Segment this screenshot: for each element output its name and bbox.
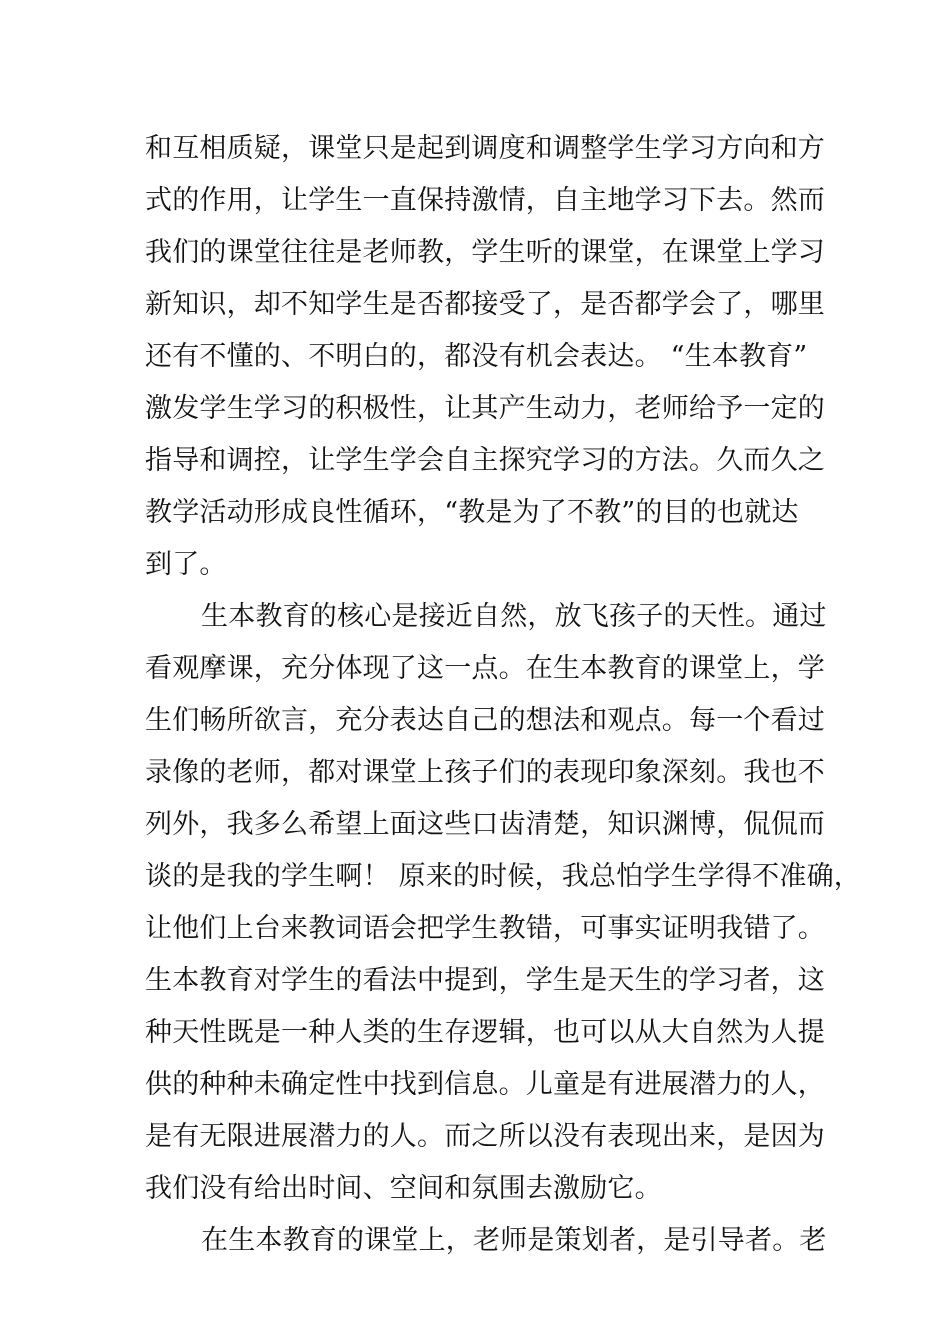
text-line: 激发学生学习的积极性，让其产生动力，老师给予一定的 [145, 393, 825, 424]
text-line: 种天性既是一种人类的生存逻辑，也可以从大自然为人提 [145, 1017, 825, 1048]
text-line: 是有无限进展潜力的人。而之所以没有表现出来，是因为 [145, 1121, 825, 1152]
text-line: 到了。 [145, 549, 227, 580]
text-line: 供的种种未确定性中找到信息。儿童是有进展潜力的人， [145, 1069, 825, 1100]
text-line: 还有不懂的、不明白的，都没有机会表达。 “生本教育” [145, 341, 808, 372]
text-line: 我们的课堂往往是老师教，学生听的课堂，在课堂上学习 [145, 237, 825, 268]
paragraph-first-line: 在生本教育的课堂上，老师是策划者，是引导者。老 [201, 1225, 827, 1256]
text-line: 生们畅所欲言，充分表达自己的想法和观点。每一个看过 [145, 705, 825, 736]
text-line: 和互相质疑，课堂只是起到调度和调整学生学习方向和方 [145, 133, 825, 164]
text-line: 看观摩课，充分体现了这一点。在生本教育的课堂上，学 [145, 653, 825, 684]
paragraph-first-line: 生本教育的核心是接近自然，放飞孩子的天性。通过 [201, 601, 827, 632]
text-line: 新知识，却不知学生是否都接受了，是否都学会了，哪里 [145, 289, 825, 320]
text-line: 录像的老师，都对课堂上孩子们的表现印象深刻。我也不 [145, 757, 825, 788]
text-line: 列外，我多么希望上面这些口齿清楚，知识渊博，侃侃而 [145, 809, 825, 840]
text-line: 我们没有给出时间、空间和氛围去激励它。 [145, 1173, 662, 1204]
text-line: 让他们上台来教词语会把学生教错，可事实证明我错了。 [145, 913, 825, 944]
text-line: 指导和调控，让学生学会自主探究学习的方法。久而久之 [145, 445, 825, 476]
text-line: 教学活动形成良性循环，“教是为了不教”的目的也就达 [145, 497, 799, 528]
text-line: 谈的是我的学生啊！ 原来的时候，我总怕学生学得不准确， [145, 861, 861, 892]
text-line: 式的作用，让学生一直保持激情，自主地学习下去。然而 [145, 185, 825, 216]
text-line: 生本教育对学生的看法中提到，学生是天生的学习者，这 [145, 965, 825, 996]
